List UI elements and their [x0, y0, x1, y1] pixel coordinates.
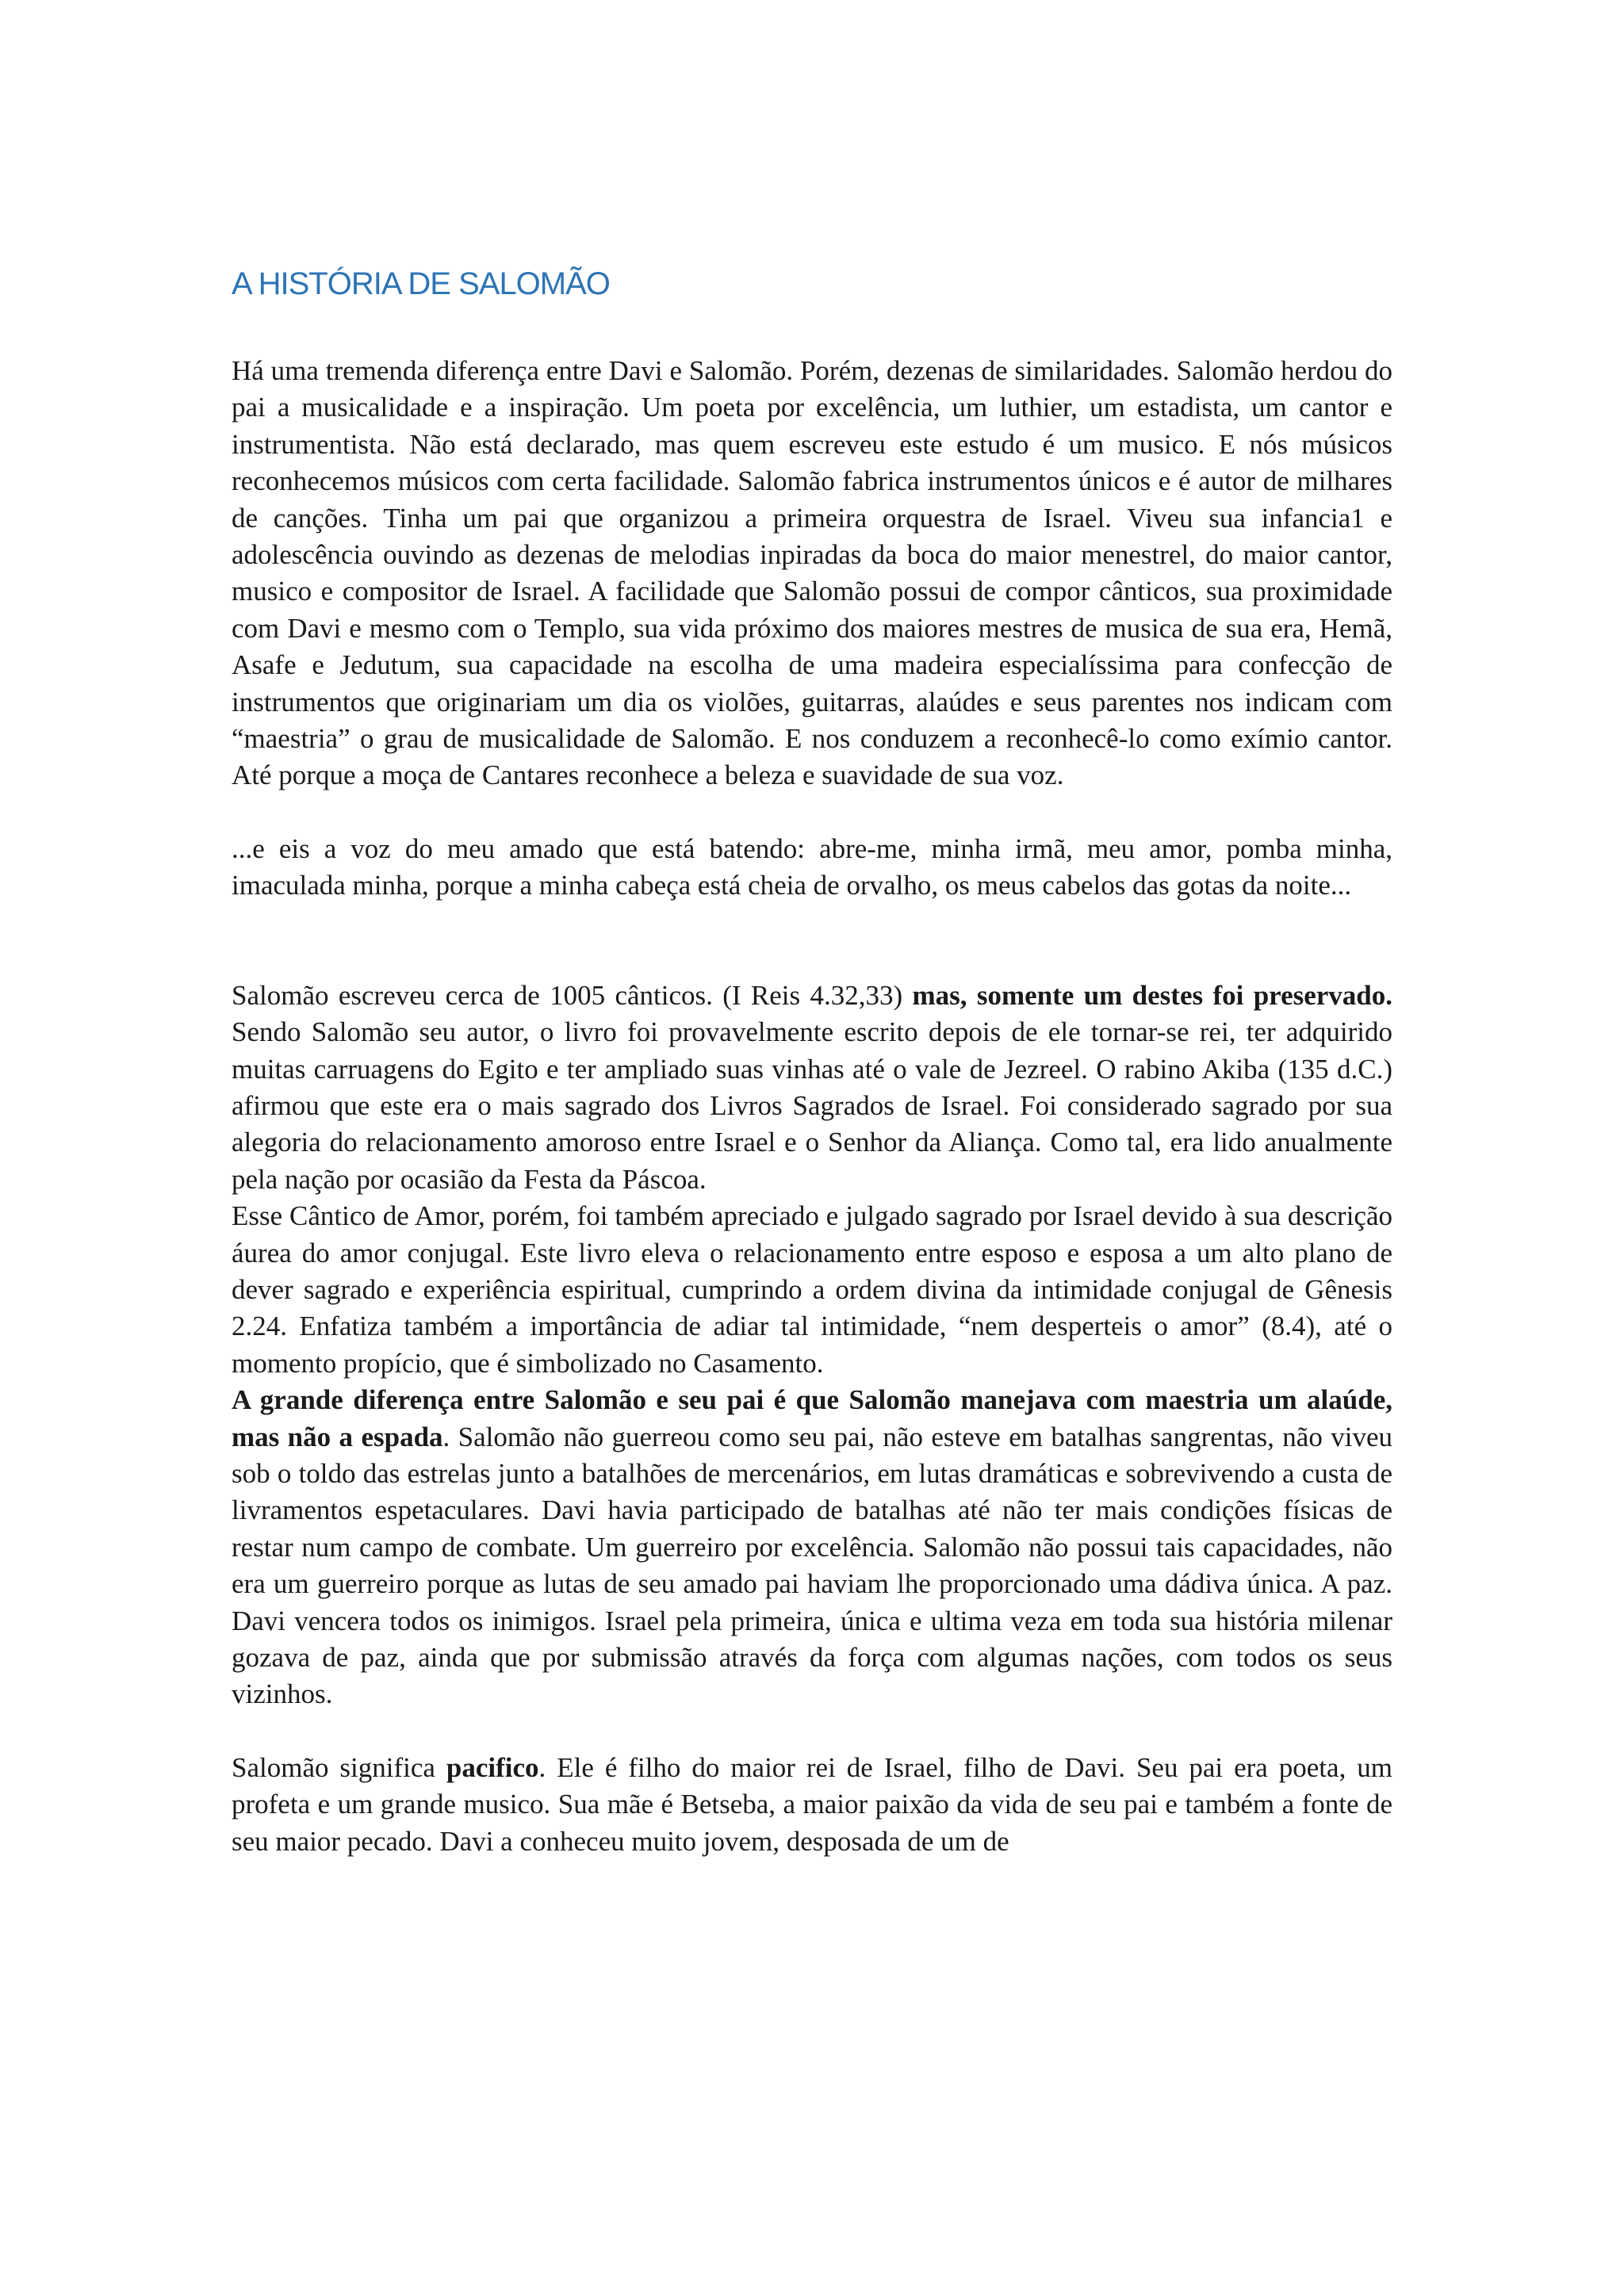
- text-run: Salomão significa: [232, 1751, 446, 1783]
- paragraph-intro: Há uma tremenda diferença entre Davi e Salomão. Porém, dezenas de similaridades. Salomão herdou do pai a musicalidade e a inspiração. Um poeta por excelência, um luthier, um estadista, um cantor e instrumentista. Não está declarado, mas quem escreveu este estudo é um musico. E nós músicos reconhecemos músicos com certa facilidade. Salomão fabrica instrumentos únicos e é autor de milhares de canções. Tinha um pai que organizou a primeira orquestra de Israel. Viveu sua infancia1 e adolescência ouvindo as dezenas de melodias inpiradas da boca do maior menestrel, do maior cantor, musico e compositor de Israel. A facilidade que Salomão possui de compor cânticos, sua proximidade com Davi e mesmo com o Templo, sua vida próximo dos maiores mestres de musica de sua era, Hemã, Asafe e Jedutum, sua capacidade na escolha de uma madeira especialíssima para confecção de instrumentos que originariam um dia os violões, guitarras, alaúdes e seus parentes nos indicam com “maestria” o grau de musicalidade de Salomão. E nos conduzem a reconhecê-lo como exímio cantor. Até porque a moça de Cantares reconhece a beleza e suavidade de sua voz.: [232, 355, 1392, 791]
- document-title: A HISTÓRIA DE SALOMÃO: [232, 266, 610, 301]
- text-run: Sendo Salomão seu autor, o livro foi provavelmente escrito depois de ele tornar-se rei, ter adquirido muitas carruagens do Egito e ter ampliado suas vinhas até o vale de Jezreel. O rabino Akiba (135 d.C.) afirmou que este era o mais sagrado dos Livros Sagrados de Israel. Foi considerado sagrado por sua alegoria do relacionamento amoroso entre Israel e o Senhor da Aliança. Como tal, era lido anualmente pela nação por ocasião da Festa da Páscoa.: [232, 1016, 1392, 1195]
- paragraph-significado: [232, 1750, 1392, 1860]
- bold-text: A grande diferença entre Salomão e seu pai é que Salomão manejava com maestria um alaúde, mas não a espada: [232, 1384, 1392, 1452]
- paragraph-diferenca: [232, 1382, 1392, 1713]
- paragraph-canticos: [232, 978, 1392, 1198]
- text-run: . Ele é filho do maior rei de Israel, filho de Davi. Seu pai era poeta, um profeta e um grande musico. Sua mãe é Betseba, a maior paixão da vida de seu pai e também a fonte de seu maior pecado. Davi a conheceu muito jovem, desposada de um de: [232, 1751, 1392, 1857]
- paragraph-spacer: [232, 1713, 1392, 1750]
- bold-text: pacifico: [446, 1751, 539, 1783]
- text-run: . Salomão não guerreou como seu pai, não esteve em batalhas sangrentas, não viveu sob o toldo das estrelas junto a batalhões de mercenários, em lutas dramáticas e sobrevivendo a custa de livramentos espetaculares. Davi havia participado de batalhas até não ter mais condições físicas de restar num campo de combate. Um guerreiro por excelência. Salomão não possui tais capacidades, não era um guerreiro porque as lutas de seu amado pai haviam lhe proporcionado uma dádiva única. A paz. Davi vencera todos os inimigos. Israel pela primeira, única e ultima veza em toda sua história milenar gozava de paz, ainda que por submissão através da força com algumas nações, com todos os seus vizinhos.: [232, 1421, 1392, 1710]
- bold-text: mas, somente um destes foi preservado.: [912, 979, 1393, 1011]
- paragraph-cantico-amor: Esse Cântico de Amor, porém, foi também apreciado e julgado sagrado por Israel devido à sua descrição áurea do amor conjugal. Este livro eleva o relacionamento entre esposo e esposa a um alto plano de dever sagrado e experiência espiritual, cumprindo a ordem divina da intimidade conjugal de Gênesis 2.24. Enfatiza também a importância de adiar tal intimidade, “nem desperteis o amor” (8.4), até o momento propício, que é simbolizado no Casamento.: [232, 1200, 1392, 1379]
- document-body: [232, 258, 1392, 1860]
- paragraph-spacer: [232, 905, 1392, 978]
- paragraph-spacer: [232, 794, 1392, 831]
- paragraph-quote: ...e eis a voz do meu amado que está batendo: abre-me, minha irmã, meu amor, pomba minha, imaculada minha, porque a minha cabeça está cheia de orvalho, os meus cabelos das gotas da noite...: [232, 832, 1392, 901]
- text-run: Salomão escreveu cerca de 1005 cânticos. (I Reis 4.32,33): [232, 979, 913, 1011]
